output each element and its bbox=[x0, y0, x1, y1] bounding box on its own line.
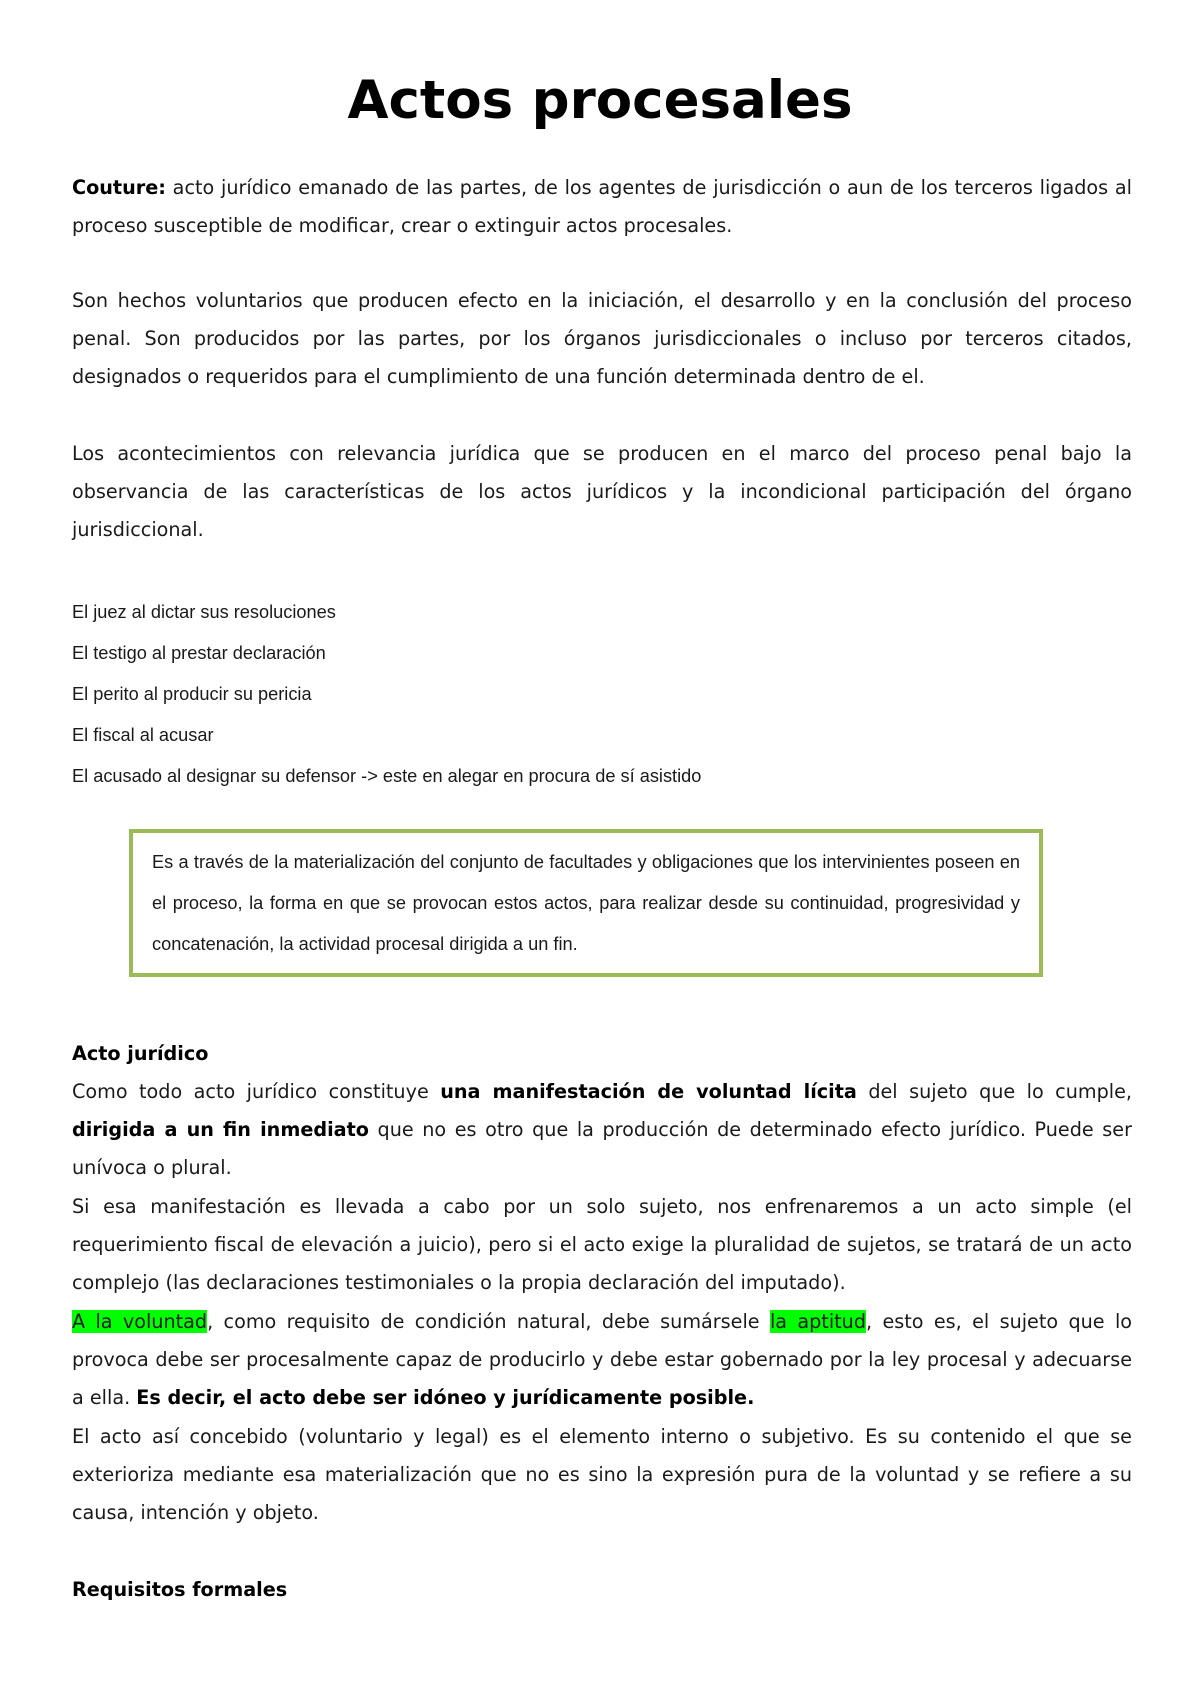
paragraph-acto-juridico bbox=[72, 1073, 1132, 1187]
callout-text: Es a través de la materialización del conjunto de facultades y obligaciones que los intervinientes poseen en el proceso, la forma en que se provocan estos actos, para realizar desde su continuidad, progresividad y concatenación, la actividad procesal dirigida a un fin. bbox=[152, 852, 1020, 954]
list-item: El juez al dictar sus resoluciones bbox=[72, 602, 336, 622]
highlight-aptitud: la aptitud bbox=[769, 1310, 867, 1333]
voluntad-text-1: , como requisito de condición natural, debe sumársele bbox=[207, 1310, 770, 1333]
couture-definition: acto jurídico emanado de las partes, de los agentes de jurisdicción o aun de los terceros ligados al proceso susceptible de modificar, crear o extinguir actos procesales. bbox=[72, 176, 1132, 237]
couture-label: Couture: bbox=[72, 176, 166, 199]
heading-requisitos-formales: Requisitos formales bbox=[72, 1578, 288, 1601]
list-item: El perito al producir su pericia bbox=[72, 684, 312, 704]
heading-acto-juridico: Acto jurídico bbox=[72, 1042, 209, 1065]
list-item: El fiscal al acusar bbox=[72, 725, 214, 745]
list-item: El acusado al designar su defensor -> este en alegar en procura de sí asistido bbox=[72, 766, 702, 786]
callout-box bbox=[129, 829, 1043, 977]
voluntad-text-2: , esto es, el sujeto que lo provoca debe ser procesalmente capaz de producirlo y debe estar gobernado por la ley procesal y adecuarse a ella. bbox=[72, 1310, 1133, 1409]
highlight-voluntad: A la voluntad bbox=[72, 1310, 208, 1333]
paragraph-voluntad bbox=[72, 1303, 1132, 1417]
document-title: Actos procesales bbox=[347, 70, 853, 131]
paragraph-manifestacion: Si esa manifestación es llevada a cabo por un solo sujeto, nos enfrenaremos a un acto simple (el requerimiento fiscal de elevación a juicio), pero si el acto exige la pluralidad de sujetos, se tratará de un acto complejo (las declaraciones testimoniales o la propia declaración del imputado). bbox=[72, 1195, 1132, 1294]
voluntad-bold: Es decir, el acto debe ser idóneo y jurídicamente posible. bbox=[136, 1386, 755, 1409]
paragraph-acto-concebido: El acto así concebido (voluntario y legal) es el elemento interno o subjetivo. Es su contenido el que se exterioriza mediante esa materialización que no es sino la expresión pura de la voluntad y se refiere a su causa, intención y objeto. bbox=[72, 1425, 1132, 1524]
acto-text-3: que no es otro que la producción de determinado efecto jurídico. Puede ser unívoca o plural. bbox=[72, 1118, 1132, 1179]
paragraph-acontecimientos: Los acontecimientos con relevancia jurídica que se producen en el marco del proceso penal bajo la observancia de las características de los actos jurídicos y la incondicional participación del órgano jurisdiccional. bbox=[72, 442, 1132, 541]
examples-list bbox=[72, 592, 1132, 797]
paragraph-hechos-voluntarios: Son hechos voluntarios que producen efecto en la iniciación, el desarrollo y en la conclusión del proceso penal. Son producidos por las partes, por los órganos jurisdiccionales o incluso por terceros citados, designados o requeridos para el cumplimiento de una función determinada dentro de el. bbox=[72, 289, 1132, 388]
acto-bold-2: dirigida a un fin inmediato bbox=[72, 1118, 369, 1141]
acto-text-2: del sujeto que lo cumple, bbox=[856, 1080, 1133, 1103]
acto-text-1: Como todo acto jurídico constituye bbox=[72, 1080, 441, 1103]
list-item: El testigo al prestar declaración bbox=[72, 643, 326, 663]
paragraph-couture bbox=[72, 169, 1132, 245]
acto-bold-1: una manifestación de voluntad lícita bbox=[440, 1080, 857, 1103]
